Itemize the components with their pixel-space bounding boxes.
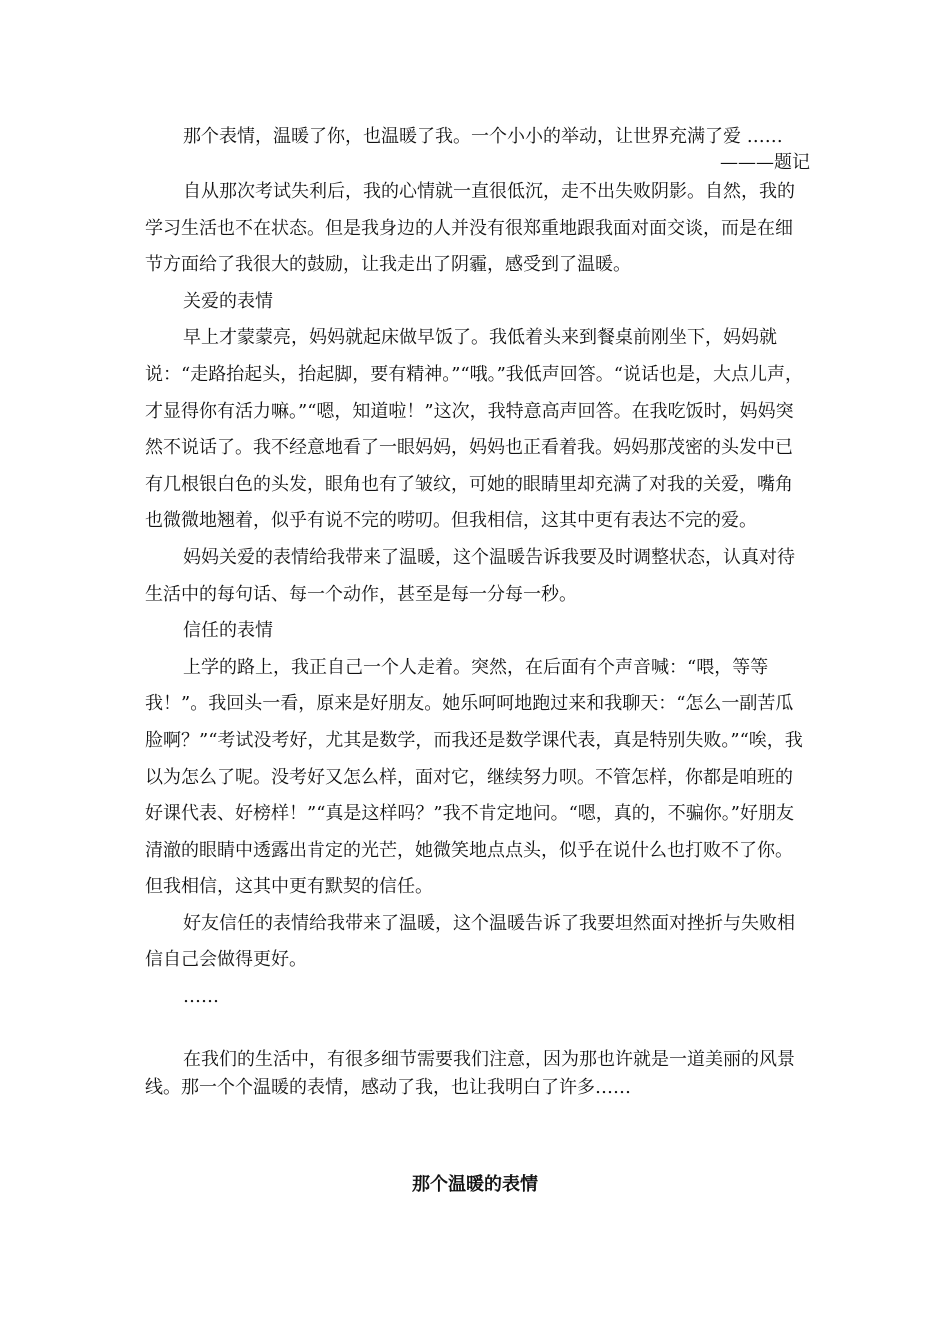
paragraph-friend-reflection: 好友信任的表情给我带来了温暖，这个温暖告诉了我要坦然面对挫折与失败相信自己会做得更好。 [145, 912, 795, 971]
epigraph-line: 那个表情，温暖了你，也温暖了我。一个小小的举动，让世界充满了爱 …… [183, 126, 783, 147]
section-heading-care: 关爱的表情 [183, 290, 273, 312]
closing-section [145, 1046, 810, 1102]
paragraph-mother-reflection: 妈妈关爱的表情给我带来了温暖，这个温暖告诉我要及时调整状态，认真对待生活中的每句话、每一个动作，甚至是每一分每一秒。 [145, 546, 795, 605]
essay-body [145, 174, 810, 1016]
essay-title: 那个温暖的表情 [412, 1174, 538, 1195]
epigraph-signature: ———题记 [720, 152, 810, 173]
paragraph-friend-story: 上学的路上，我正自己一个人走着。突然，在后面有个声音喊：“喂，等等我！”。我回头一看，原来是好朋友。她乐呵呵地跑过来和我聊天：“怎么一副苦瓜脸啊？”“考试没考好，尤其是数学，而我还是数学课代表，真是特别失败。”“唉，我以为怎么了呢。没考好又怎么样，面对它，继续努力呗。不管怎样，你都是咱班的好课代表、好榜样！”“真是这样吗？”我不肯定地问。“嗯，真的，不骗你。”好朋友清澈的眼睛中透露出肯定的光芒，她微笑地点点头，似乎在说什么也打败不了你。但我相信，这其中更有默契的信任。 [145, 656, 803, 898]
paragraph-closing: 在我们的生活中，有很多细节需要我们注意，因为那也许就是一道美丽的风景线。那一个个温暖的表情，感动了我，也让我明白了许多…… [145, 1049, 795, 1098]
ellipsis-line: …… [183, 986, 219, 1008]
paragraph-intro: 自从那次考试失利后，我的心情就一直很低沉，走不出失败阴影。自然，我的学习生活也不在状态。但是我身边的人并没有很郑重地跟我面对面交谈，而是在细节方面给了我很大的鼓励，让我走出了阴霾，感受到了温暖。 [145, 181, 795, 276]
paragraph-mother-story: 早上才蒙蒙亮，妈妈就起床做早饭了。我低着头来到餐桌前刚坐下，妈妈就说：“走路抬起头，抬起脚，要有精神。”“哦。”我低声回答。“说话也是，大点儿声，才显得你有活力嘛。”“嗯，知道啦！”这次，我特意高声回答。在我吃饭时，妈妈突然不说话了。我不经意地看了一眼妈妈，妈妈也正看着我。妈妈那茂密的头发中已有几根银白色的头发，眼角也有了皱纹，可她的眼睛里却充满了对我的关爱，嘴角也微微地翘着，似乎有说不完的唠叨。但我相信，这其中更有表达不完的爱。 [145, 327, 804, 532]
section-heading-trust: 信任的表情 [183, 620, 273, 642]
epigraph [145, 124, 810, 176]
